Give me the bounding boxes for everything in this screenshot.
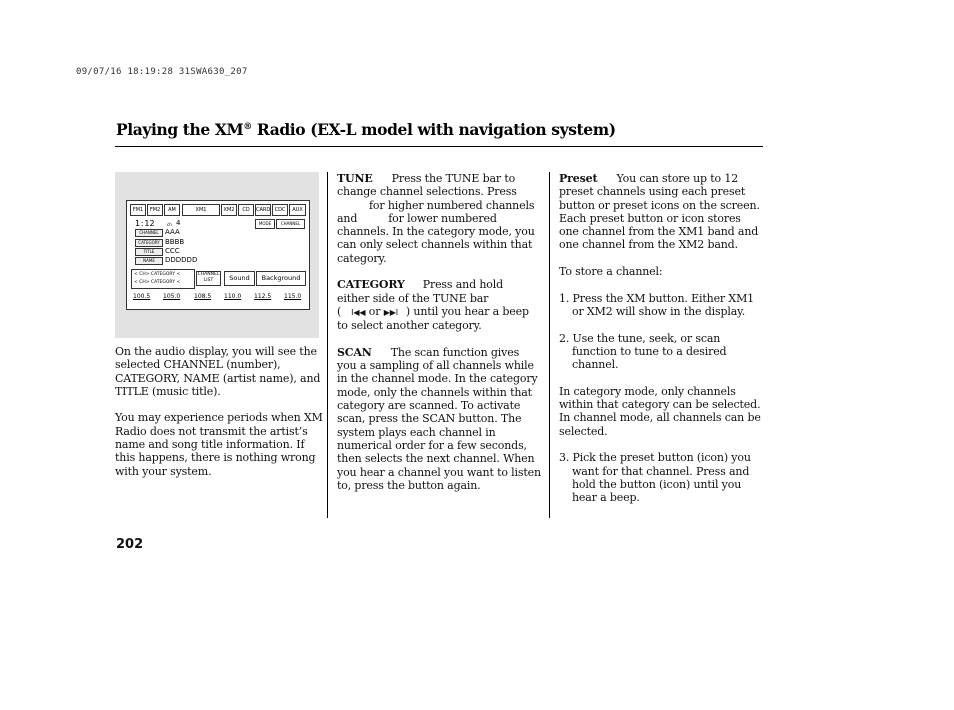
title-end: Radio (EX-L model with navigation system) bbox=[251, 120, 616, 139]
step-1: 1. Press the XM button. Either XM1 or XM2 will show in the display. bbox=[559, 291, 755, 318]
audio-screen bbox=[126, 200, 310, 310]
step-2: 2. Use the tune, seek, or scan function to tune to a desired channel. bbox=[559, 331, 727, 372]
channel-button: CHANNEL bbox=[276, 219, 305, 229]
column-1 bbox=[115, 345, 323, 478]
channel-number: 1 : 12 bbox=[135, 219, 155, 228]
column-3 bbox=[559, 172, 763, 504]
tab-card: CARD bbox=[255, 204, 271, 216]
preset-line-1: Preset You can store up to 12 bbox=[559, 172, 739, 185]
skip-forward-icon: ▶▶I bbox=[383, 307, 398, 317]
scan-rest: you a sampling of all channels while in the channel mode. In the category mode, only the channels within that category are scanned. To activate scan, press the SCAN button. The system plays each channel in numerical order for a few seconds, then selects the next channel. When you hear a channel you want to listen to, press the button again. bbox=[337, 359, 541, 492]
tune-rest: channels. In the category mode, you can only select channels within that category. bbox=[337, 225, 535, 265]
background-button: Background bbox=[256, 271, 306, 286]
category-line-1: CATEGORY Press and hold bbox=[337, 278, 504, 292]
tune-line-1: TUNE Press the TUNE bar to bbox=[337, 172, 516, 185]
preset-3: 108.5 bbox=[194, 293, 212, 300]
ch-value: 4 bbox=[176, 219, 181, 227]
ch-label: ch bbox=[167, 222, 172, 227]
channel-list-button: CHANNEL LIST bbox=[196, 271, 221, 286]
preset-rest: preset channels using each preset button or preset icons on the screen. Each preset button or icon stores one channel from the XM1 band and one channel from the XM2 band. bbox=[559, 185, 760, 252]
preset-1: 100.5 bbox=[133, 293, 151, 300]
step-3: 3. Pick the preset button (icon) you want for that channel. Press and hold the button (icon) until you hear a beep. bbox=[559, 451, 751, 505]
category-heading: CATEGORY bbox=[337, 278, 405, 292]
preset-6: 115.0 bbox=[284, 293, 302, 300]
sound-button: Sound bbox=[224, 271, 255, 286]
registered-mark: ® bbox=[243, 122, 252, 132]
audio-display-figure bbox=[115, 172, 319, 338]
title-chip: TITLE bbox=[135, 248, 163, 256]
channel-chip: CHANNEL bbox=[135, 229, 163, 237]
store-intro: To store a channel: bbox=[559, 265, 663, 279]
tab-xm2: XM2 bbox=[221, 204, 237, 216]
category-value: BBBB bbox=[165, 238, 185, 246]
category-line-4: to select another category. bbox=[337, 319, 482, 333]
name-value: DDDDDD bbox=[165, 256, 198, 264]
scan-heading: SCAN bbox=[337, 345, 372, 359]
tune-bar bbox=[131, 269, 195, 289]
channel-value: AAA bbox=[165, 228, 180, 236]
tab-cdc: CDC bbox=[272, 204, 288, 216]
column-divider-2 bbox=[549, 172, 550, 518]
column-divider-1 bbox=[327, 172, 328, 518]
name-chip: NAME bbox=[135, 257, 163, 265]
title-start: Playing the XM bbox=[116, 120, 244, 139]
no-info-paragraph: You may experience periods when XM Radio does not transmit the artist’s name and song title information. If this happens, there is nothing wrong with your system. bbox=[115, 411, 323, 478]
page-title bbox=[116, 120, 616, 139]
print-timestamp: 09/07/16 18:19:28 31SWA630_207 bbox=[76, 67, 248, 77]
tune-bar-bottom-label: < CH> CATEGORY < bbox=[134, 280, 181, 285]
preset-2: 105.0 bbox=[163, 293, 181, 300]
tab-cd: CD bbox=[238, 204, 254, 216]
preset-4: 110.0 bbox=[224, 293, 242, 300]
preset-5: 112.5 bbox=[254, 293, 272, 300]
tab-aux: AUX bbox=[289, 204, 306, 216]
title-rule bbox=[115, 146, 763, 147]
category-chip: CATEGORY bbox=[135, 239, 163, 247]
tune-line-4: and for lower numbered bbox=[337, 211, 497, 225]
tune-line-2: change channel selections. Press bbox=[337, 185, 517, 199]
preset-heading: Preset bbox=[559, 172, 598, 185]
tab-xm1: XM1 bbox=[182, 204, 220, 216]
mode-button: MODE bbox=[255, 219, 275, 229]
column-2 bbox=[337, 172, 543, 492]
tune-bar-top-label: < CH> CATEGORY < bbox=[134, 272, 181, 277]
category-line-2: either side of the TUNE bar bbox=[337, 291, 489, 305]
tune-line-3: for higher numbered channels bbox=[369, 198, 535, 212]
tab-am: AM bbox=[164, 204, 180, 216]
tab-fm2: FM2 bbox=[147, 204, 163, 216]
scan-line-1: SCAN The scan function gives bbox=[337, 345, 520, 359]
tune-heading: TUNE bbox=[337, 172, 373, 185]
title-value: CCC bbox=[165, 247, 180, 255]
category-line-3: ( I◀◀ or ▶▶I ) until you hear a beep bbox=[337, 304, 529, 318]
page-number: 202 bbox=[116, 537, 144, 552]
category-note: In category mode, only channels within that category can be selected. In channel mode, all channels can be selected. bbox=[559, 384, 761, 438]
skip-back-icon: I◀◀ bbox=[351, 307, 366, 317]
display-paragraph: On the audio display, you will see the selected CHANNEL (number), CATEGORY, NAME (artist name), and TITLE (music title). bbox=[115, 345, 321, 398]
tab-fm1: FM1 bbox=[130, 204, 146, 216]
